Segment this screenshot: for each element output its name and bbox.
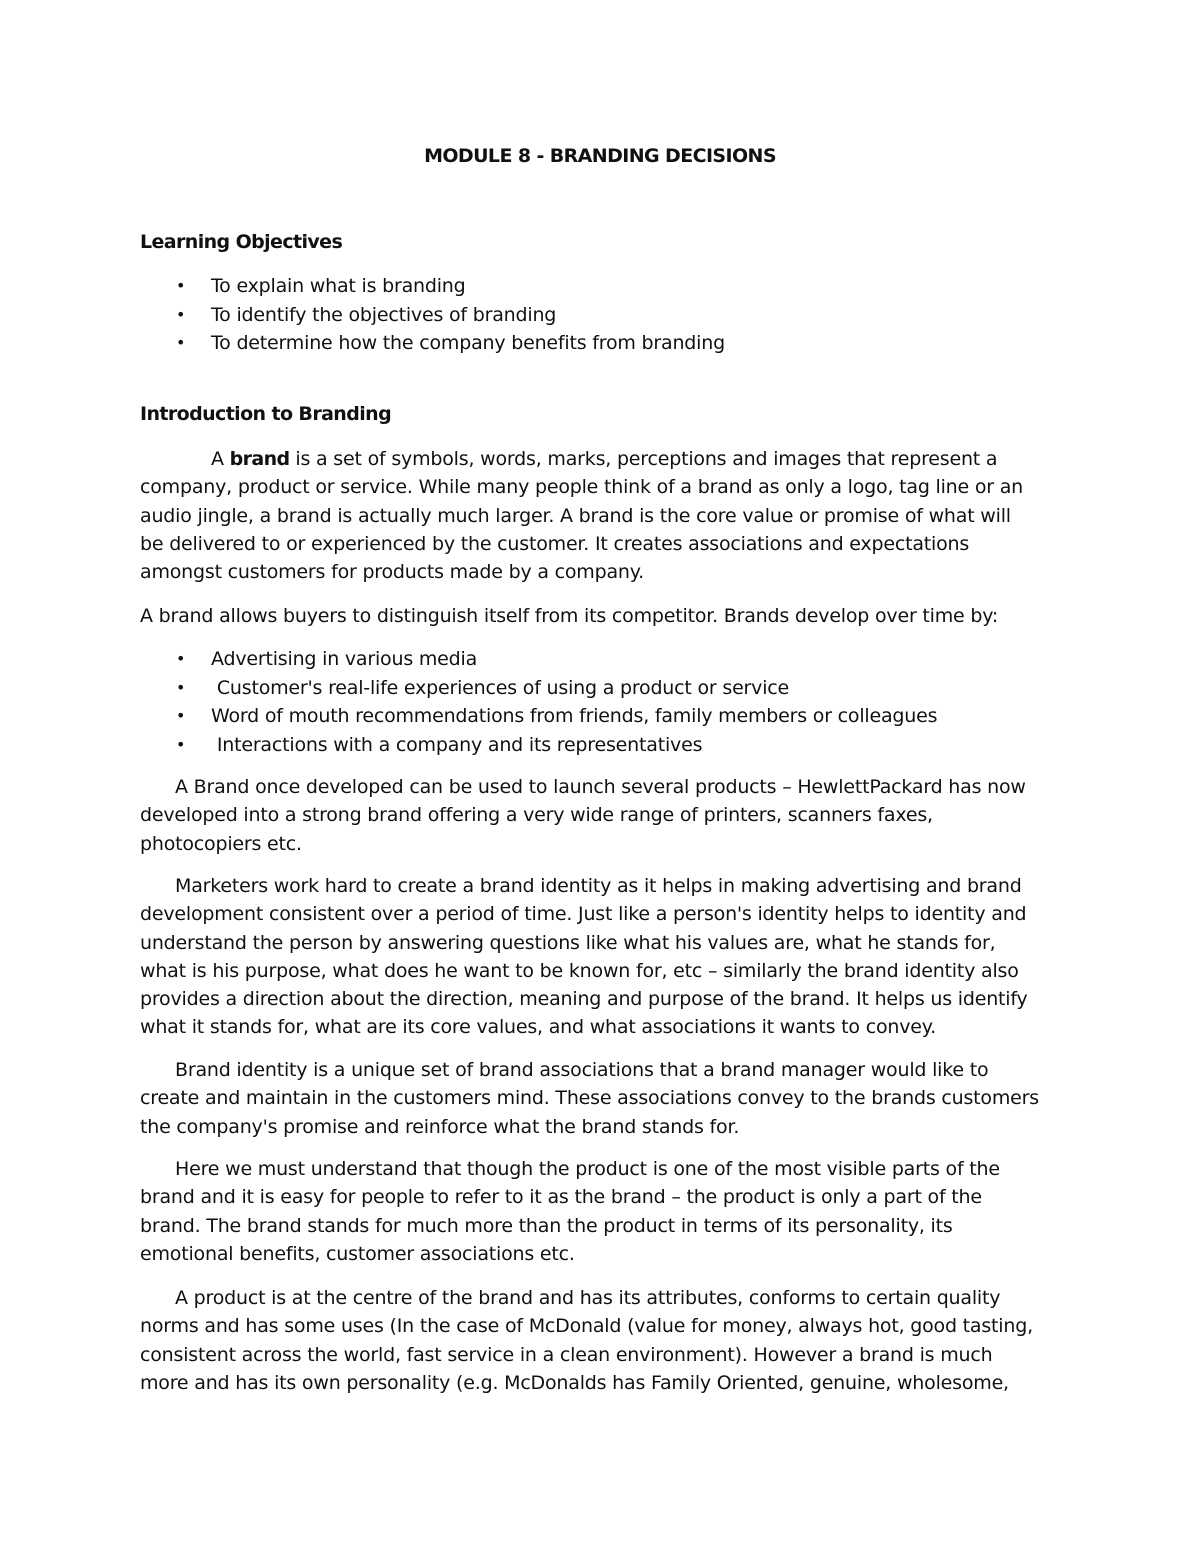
list-item [140, 272, 725, 301]
paragraph-line: norms and has some uses (In the case of McDonald (value for money, always hot, good tasting, [140, 1315, 1033, 1338]
list-item [140, 329, 725, 358]
bullet-icon: • [176, 649, 186, 668]
introduction-heading: Introduction to Branding [140, 403, 392, 425]
bullet-icon: • [176, 333, 186, 352]
list-item [140, 731, 937, 760]
paragraph-line: amongst customers for products made by a company. [140, 561, 644, 584]
list-item [140, 702, 937, 731]
list-item [140, 674, 937, 703]
paragraph-brand-launch [140, 773, 1070, 858]
learning-objectives-heading: Learning Objectives [140, 231, 343, 253]
bullet-icon: • [176, 304, 186, 324]
list-item-text: Word of mouth recommendations from friends, family members or colleagues [211, 705, 938, 727]
paragraph-line: more and has its own personality (e.g. McDonalds has Family Oriented, genuine, wholesome, [140, 1371, 1009, 1394]
paragraph-brand-definition [140, 445, 1070, 586]
list-item-text: To identify the objectives of branding [211, 303, 557, 326]
paragraph-brand-identity [140, 872, 1070, 1042]
paragraph-line: Brand identity is a unique set of brand associations that a brand manager would like to [175, 1059, 989, 1081]
paragraph-line: create and maintain in the customers mind. These associations convey to the brands customers [140, 1087, 1039, 1110]
paragraph-line: photocopiers etc. [140, 832, 302, 855]
bullet-icon: • [176, 734, 186, 754]
paragraph-line: Marketers work hard to create a brand identity as it helps in making advertising and brand [175, 875, 1022, 897]
paragraph-line: Here we must understand that though the product is one of the most visible parts of the [175, 1158, 1000, 1180]
brand-develop-list [140, 645, 937, 759]
paragraph-line: emotional benefits, customer associations etc. [140, 1242, 575, 1265]
bullet-icon: • [176, 706, 186, 725]
brand-term: brand [229, 448, 290, 470]
paragraph-line: A product is at the centre of the brand and has its attributes, conforms to certain quality [175, 1287, 1001, 1309]
paragraph-line [140, 445, 1070, 473]
paragraph-line: A Brand once developed can be used to launch several products – HewlettPackard has now [175, 776, 1026, 798]
list-item-text: Interactions with a company and its representatives [211, 733, 703, 756]
paragraph-line: A brand allows buyers to distinguish itself from its competitor. Brands develop over time by: [140, 605, 999, 627]
paragraph-line: brand and it is easy for people to refer to it as the brand – the product is only a part of the [140, 1186, 982, 1209]
paragraph-text: A [211, 448, 230, 470]
paragraph-product-vs-brand [140, 1155, 1070, 1268]
paragraph-line: understand the person by answering questions like what his values are, what he stands for, [140, 931, 996, 954]
paragraph-line: what is his purpose, what does he want to be known for, etc – similarly the brand identity also [140, 959, 1019, 982]
paragraph-line: developed into a strong brand offering a very wide range of printers, scanners faxes, [140, 804, 933, 827]
paragraph-line: development consistent over a period of time. Just like a person's identity helps to identity and [140, 903, 1027, 926]
list-item-text: To explain what is branding [211, 275, 466, 297]
paragraph-line: the company's promise and reinforce what the brand stands for. [140, 1115, 740, 1138]
page-title: MODULE 8 - BRANDING DECISIONS [424, 145, 776, 167]
list-item-text: To determine how the company benefits from branding [211, 332, 725, 354]
paragraph-line: consistent across the world, fast service in a clean environment). However a brand is much [140, 1343, 993, 1366]
list-item [140, 645, 937, 674]
paragraph-product-centre [140, 1284, 1070, 1397]
paragraph-brand-develop [140, 602, 1070, 630]
paragraph-line: brand. The brand stands for much more than the product in terms of its personality, its [140, 1214, 953, 1237]
paragraph-brand-associations [140, 1056, 1070, 1141]
list-item-text: Customer's real-life experiences of using a product or service [211, 676, 790, 699]
paragraph-line: what it stands for, what are its core values, and what associations it wants to convey. [140, 1016, 936, 1039]
paragraph-line: provides a direction about the direction, meaning and purpose of the brand. It helps us identify [140, 988, 1028, 1011]
bullet-icon: • [176, 677, 186, 697]
paragraph-text: is a set of symbols, words, marks, perceptions and images that represent a [289, 448, 998, 470]
learning-objectives-list [140, 272, 725, 358]
paragraph-line: be delivered to or experienced by the customer. It creates associations and expectations [140, 532, 970, 555]
paragraph-line: company, product or service. While many people think of a brand as only a logo, tag line or an [140, 476, 1024, 499]
paragraph-line: audio jingle, a brand is actually much larger. A brand is the core value or promise of what will [140, 504, 1011, 527]
list-item [140, 301, 725, 330]
bullet-icon: • [176, 276, 186, 295]
list-item-text: Advertising in various media [211, 648, 478, 670]
